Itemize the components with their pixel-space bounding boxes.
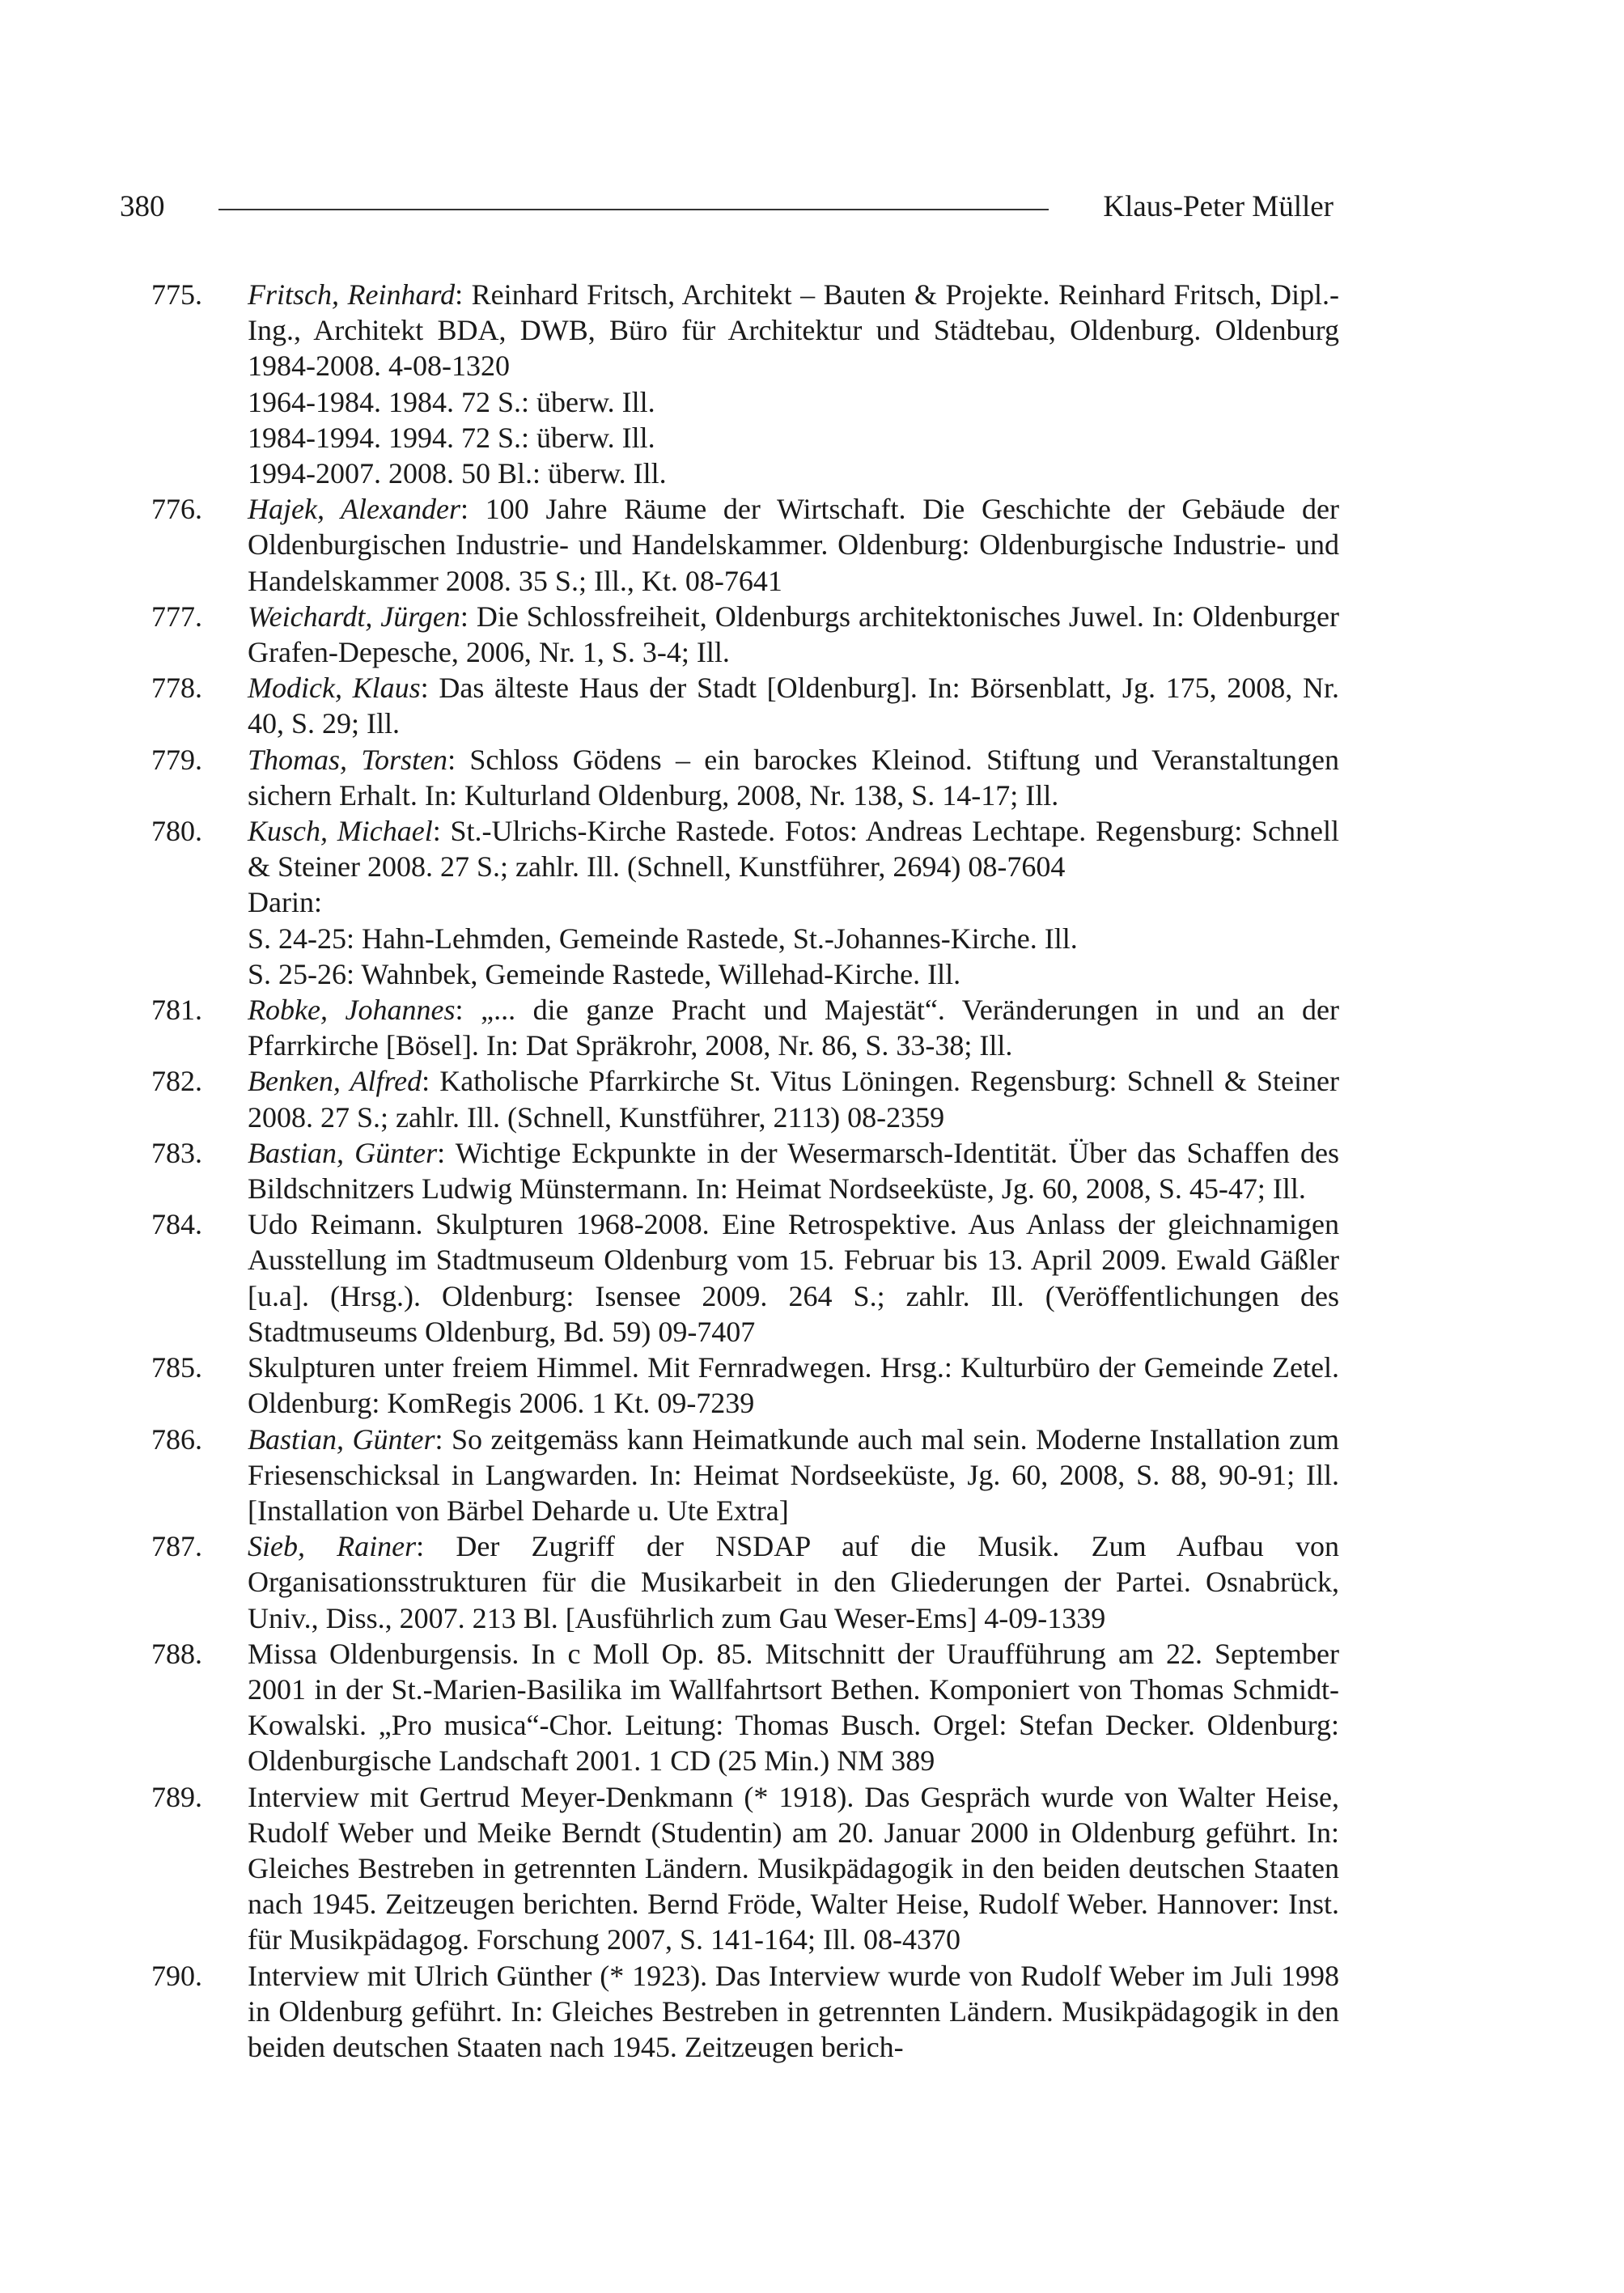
running-head: Klaus-Peter Müller bbox=[1103, 190, 1334, 223]
bibliography-entry bbox=[151, 992, 1339, 1063]
entry-number: 777. bbox=[151, 600, 202, 633]
entry-subline: 1964-1984. 1984. 72 S.: überw. Ill. bbox=[248, 385, 655, 418]
entry-author: Robke, Johannes bbox=[248, 994, 456, 1027]
bibliography-entry bbox=[151, 1636, 1339, 1779]
entry-number: 788. bbox=[151, 1637, 202, 1670]
entry-subline: 1994-2007. 2008. 50 Bl.: überw. Ill. bbox=[248, 457, 667, 490]
entry-subline: S. 24-25: Hahn-Lehmden, Gemeinde Rastede, St.-Johannes-Kirche. Ill. bbox=[248, 922, 1078, 955]
entry-text: : St.-Ulrichs-Kirche Rastede. Fotos: Andreas Lechtape. Regensburg: Schnell & Steiner 2008. 27 S.; zahlr. Ill. (Schnell, Kunstführer, 2694) 08-7604 bbox=[248, 815, 1340, 884]
entry-text: : „... die ganze Pracht und Majestät“. Veränderungen in und an der Pfarrkirche [Bösel]. In: Dat Spräkrohr, 2008, Nr. 86, S. 33-38; Ill. bbox=[248, 994, 1340, 1062]
entry-text: : Der Zugriff der NSDAP auf die Musik. Zum Aufbau von Organisationsstrukturen für die Musikarbeit in den Gliederungen der Partei. Osnabrück, Univ., Diss., 2007. 213 Bl. [Ausführlich zum Gau Weser-Ems] 4-09-1339 bbox=[248, 1530, 1339, 1634]
entry-number: 787. bbox=[151, 1530, 202, 1563]
entry-text: : Reinhard Fritsch, Architekt – Bauten & Projekte. Reinhard Fritsch, Dipl.-Ing., Architekt BDA, DWB, Büro für Architektur und Städtebau, Oldenburg. Oldenburg 1984-2008. 4-08-1320 bbox=[248, 278, 1339, 383]
bibliography-entry bbox=[151, 1063, 1339, 1134]
entry-author: Bastian, Günter bbox=[248, 1136, 438, 1169]
entry-text: : Das älteste Haus der Stadt [Oldenburg]. In: Börsenblatt, Jg. 175, 2008, Nr. 40, S. 29; Ill. bbox=[248, 672, 1339, 740]
page-header bbox=[120, 183, 1334, 231]
entry-number: 779. bbox=[151, 743, 202, 776]
bibliography-entry bbox=[151, 1958, 1339, 2066]
bibliography-entry bbox=[151, 1206, 1339, 1350]
bibliography-entry bbox=[151, 670, 1339, 741]
entry-number: 780. bbox=[151, 815, 202, 848]
entry-text: Skulpturen unter freiem Himmel. Mit Fernradwegen. Hrsg.: Kulturbüro der Gemeinde Zetel. Oldenburg: KomRegis 2006. 1 Kt. 09-7239 bbox=[248, 1351, 1339, 1420]
entry-subline: 1984-1994. 1994. 72 S.: überw. Ill. bbox=[248, 421, 655, 454]
entry-subline: S. 25-26: Wahnbek, Gemeinde Rastede, Willehad-Kirche. Ill. bbox=[248, 957, 961, 990]
entry-text: : Wichtige Eckpunkte in der Wesermarsch-Identität. Über das Schaffen des Bildschnitzers Ludwig Münstermann. In: Heimat Nordseeküste, Jg. 60, 2008, S. 45-47; Ill. bbox=[248, 1136, 1339, 1206]
entry-number: 785. bbox=[151, 1351, 202, 1384]
bibliography-entry bbox=[151, 599, 1339, 670]
entry-number: 775. bbox=[151, 278, 202, 311]
entry-number: 786. bbox=[151, 1422, 202, 1456]
bibliography-entry bbox=[151, 1422, 1339, 1529]
entry-author: Benken, Alfred bbox=[248, 1065, 422, 1098]
header-rule bbox=[218, 209, 1049, 210]
entry-text: : So zeitgemäss kann Heimatkunde auch mal sein. Moderne Installation zum Friesenschicksal in Langwarden. In: Heimat Nordseeküste, Jg. 60, 2008, S. 88, 90-91; Ill. [Installation von Bärbel Deharde u. Ute Extra] bbox=[248, 1422, 1339, 1527]
entry-number: 778. bbox=[151, 672, 202, 705]
entry-author: Fritsch, Reinhard bbox=[248, 278, 456, 311]
entry-author: Thomas, Torsten bbox=[248, 743, 448, 776]
entry-author: Hajek, Alexander bbox=[248, 493, 460, 526]
entry-text: Udo Reimann. Skulpturen 1968-2008. Eine Retrospektive. Aus Anlass der gleichnamigen Ausstellung im Stadtmuseum Oldenburg vom 15. Februar bis 13. April 2009. Ewald Gäßler [u.a]. (Hrsg.). Oldenburg: Isensee 2009. 264 S.; zahlr. Ill. (Veröffentlichungen des Stadtmuseums Oldenburg, Bd. 59) 09-7407 bbox=[248, 1208, 1339, 1348]
bibliography-entry bbox=[151, 1528, 1339, 1636]
entry-author: Kusch, Michael bbox=[248, 815, 433, 848]
entry-text: : Die Schlossfreiheit, Oldenburgs architektonisches Juwel. In: Oldenburger Grafen-Depesche, 2006, Nr. 1, S. 3-4; Ill. bbox=[248, 600, 1340, 669]
entry-text: Interview mit Ulrich Günther (* 1923). Das Interview wurde von Rudolf Weber im Juli 1998 in Oldenburg geführt. In: Gleiches Bestreben in getrennten Ländern. Musikpädagogik in den beiden deutschen Staaten nach 1945. Zeitzeugen berich- bbox=[248, 1959, 1339, 2063]
entry-number: 783. bbox=[151, 1136, 202, 1169]
entry-subline: Darin: bbox=[248, 886, 322, 919]
entry-text: : Katholische Pfarrkirche St. Vitus Löningen. Regensburg: Schnell & Steiner 2008. 27 S.; zahlr. Ill. (Schnell, Kunstführer, 2113) 08-2359 bbox=[248, 1065, 1340, 1134]
entry-number: 784. bbox=[151, 1208, 202, 1241]
page-number: 380 bbox=[120, 190, 165, 223]
bibliography-entry bbox=[151, 1135, 1339, 1206]
bibliography-entry bbox=[151, 742, 1339, 813]
bibliography-entry bbox=[151, 813, 1339, 992]
entry-number: 790. bbox=[151, 1959, 202, 1992]
bibliography-entry bbox=[151, 491, 1339, 599]
entry-number: 776. bbox=[151, 493, 202, 526]
entry-author: Bastian, Günter bbox=[248, 1422, 435, 1456]
entry-author: Sieb, Rainer bbox=[248, 1530, 417, 1563]
bibliography-entry bbox=[151, 1779, 1339, 1958]
entry-text: Missa Oldenburgensis. In c Moll Op. 85. Mitschnitt der Uraufführung am 22. September 2001 in der St.-Marien-Basilika im Wallfahrtsort Bethen. Komponiert von Thomas Schmidt-Kowalski. „Pro musica“-Chor. Leitung: Thomas Busch. Orgel: Stefan Decker. Oldenburg: Oldenburgische Landschaft 2001. 1 CD (25 Min.) NM 389 bbox=[248, 1637, 1339, 1778]
entry-text: : 100 Jahre Räume der Wirtschaft. Die Geschichte der Gebäude der Oldenburgischen Industrie- und Handelskammer. Oldenburg: Oldenburgische Industrie- und Handelskammer 2008. 35 S.; Ill., Kt. 08-7641 bbox=[248, 493, 1339, 597]
bibliography-list bbox=[151, 277, 1339, 2065]
entry-number: 781. bbox=[151, 994, 202, 1027]
entry-text: Interview mit Gertrud Meyer-Denkmann (* 1918). Das Gespräch wurde von Walter Heise, Rudolf Weber und Meike Berndt (Studentin) am 20. Januar 2000 in Oldenburg geführt. In: Gleiches Bestreben in getrennten Ländern. Musikpädagogik in den beiden deutschen Staaten nach 1945. Zeitzeugen berichten. Bernd Fröde, Walter Heise, Rudolf Weber. Hannover: Inst. für Musikpädagog. Forschung 2007, S. 141-164; Ill. 08-4370 bbox=[248, 1780, 1339, 1956]
bibliography-entry bbox=[151, 277, 1339, 491]
bibliography-entry bbox=[151, 1350, 1339, 1421]
entry-author: Modick, Klaus bbox=[248, 672, 421, 705]
entry-number: 782. bbox=[151, 1065, 202, 1098]
entry-text: : Schloss Gödens – ein barockes Kleinod. Stiftung und Veranstaltungen sichern Erhalt. In: Kulturland Oldenburg, 2008, Nr. 138, S. 14-17; Ill. bbox=[248, 743, 1339, 812]
entry-number: 789. bbox=[151, 1780, 202, 1813]
entry-author: Weichardt, Jürgen bbox=[248, 600, 460, 633]
